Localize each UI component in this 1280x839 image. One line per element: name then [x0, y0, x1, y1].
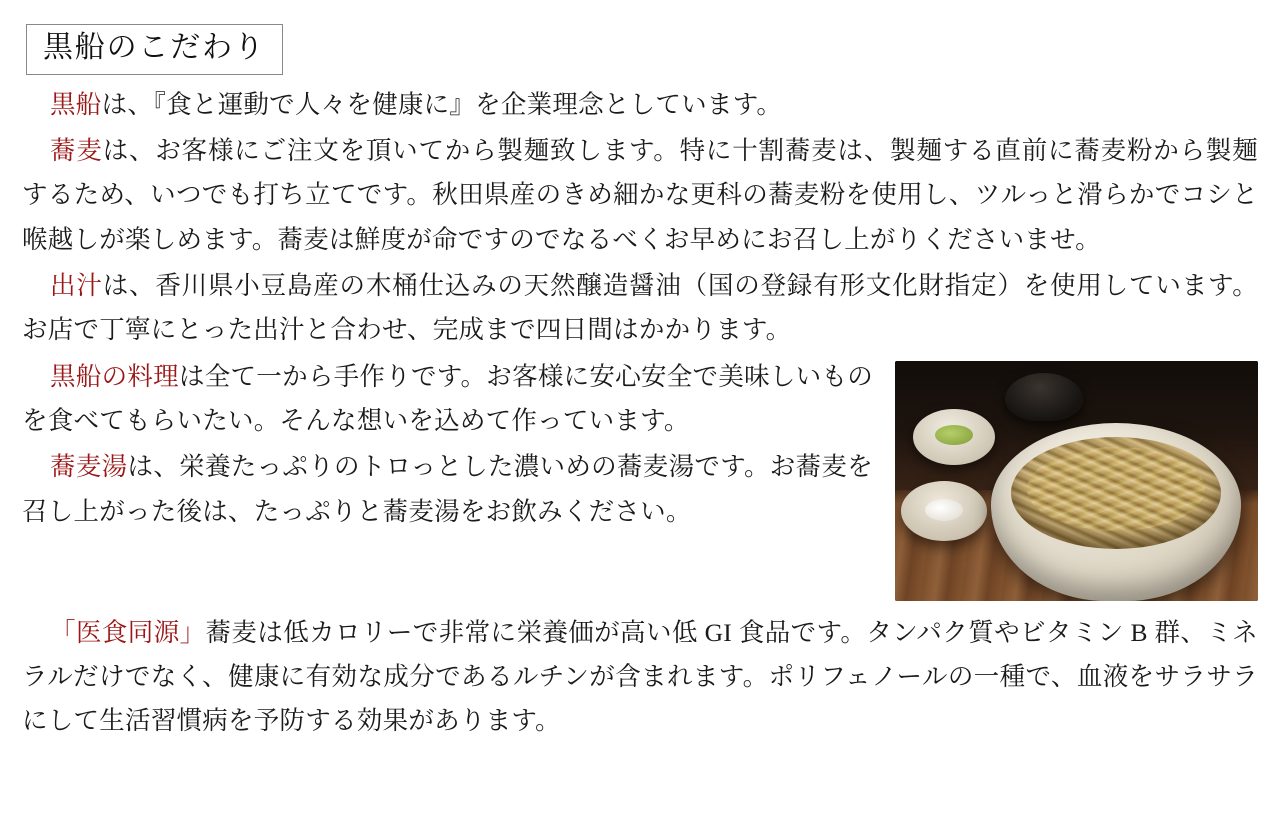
- paragraph-philosophy: [22, 83, 1258, 127]
- photo-soba-bowl: [991, 423, 1241, 601]
- lead-dashi: 出汁: [50, 270, 103, 300]
- lead-ishoku-dogen: 「医食同源」: [50, 617, 206, 647]
- photo-soba-noodles: [1011, 437, 1221, 549]
- text-cuisine: は全て一から手作りです。お客様に安心安全で美味しいものを食べてもらいたい。そんな想いを込めて作っています。: [22, 361, 873, 436]
- paragraph-soba: [22, 129, 1258, 262]
- lead-cuisine: 黒船の料理: [50, 361, 179, 391]
- document-body: [22, 83, 1258, 744]
- text-philosophy: は、『食と運動で人々を健康に』を企業理念としています。: [101, 89, 783, 119]
- paragraph-dashi: [22, 264, 1258, 353]
- text-ishoku-dogen: 蕎麦は低カロリーで非常に栄養価が高い低 GI 食品です。タンパク質やビタミン B 群、ミネラルだけでなく、健康に有効な成分であるルチンが含まれます。ポリフェノールの一種で、血液をサラサラにして生活習慣病を予防する効果があります。: [22, 617, 1258, 736]
- lead-sobayu: 蕎麦湯: [50, 452, 128, 482]
- text-sobayu: は、栄養たっぷりのトロっとした濃いめの蕎麦湯です。お蕎麦を召し上がった後は、たっぷりと蕎麦湯をお飲みください。: [22, 452, 874, 526]
- soba-photo: [895, 361, 1258, 601]
- text-soba: は、お客様にご注文を頂いてから製麺致します。特に十割蕎麦は、製麺する直前に蕎麦粉から製麺するため、いつでも打ち立てです。秋田県産のきめ細かな更科の蕎麦粉を使用し、ツルっと滑らかでコシと喉越しが楽しめます。蕎麦は鮮度が命ですのでなるべくお早めにお召し上がりくださいませ。: [22, 135, 1258, 254]
- lead-philosophy: 黒船: [50, 89, 102, 119]
- photo-condiment-dish-scallion: [913, 409, 995, 465]
- photo-dipping-cup: [1005, 373, 1083, 421]
- text-dashi: は、香川県小豆島産の木桶仕込みの天然醸造醤油（国の登録有形文化財指定）を使用しています。お店で丁寧にとった出汁と合わせ、完成まで四日間はかかります。: [22, 270, 1258, 345]
- lead-soba: 蕎麦: [50, 135, 103, 165]
- paragraph-ishoku-dogen: [22, 611, 1258, 744]
- photo-condiment-dish-daikon: [901, 481, 987, 541]
- page-title: 黒船のこだわり: [26, 24, 283, 75]
